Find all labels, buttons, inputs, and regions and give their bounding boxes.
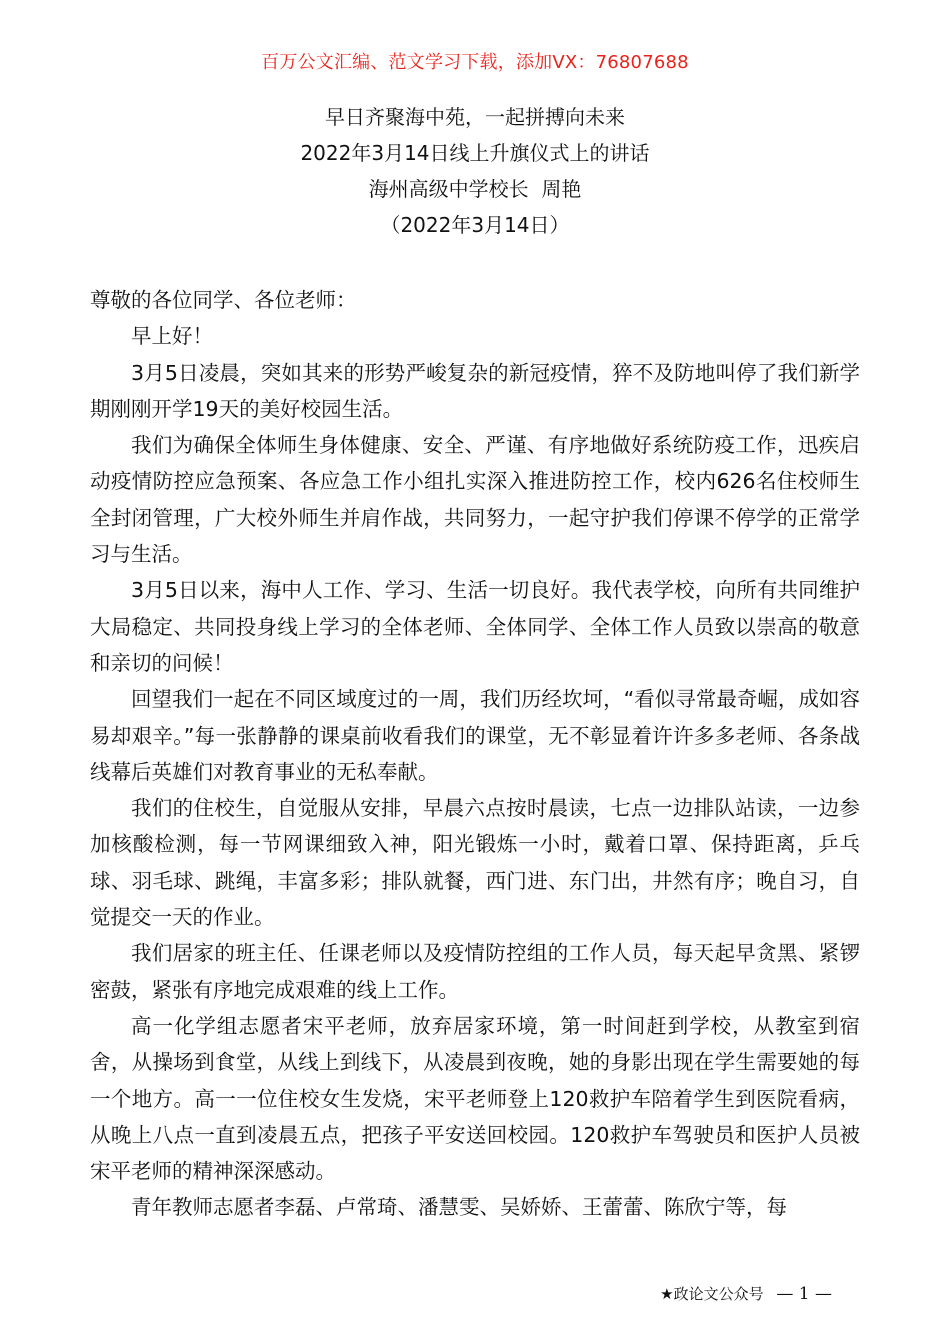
page-footer (660, 1283, 832, 1304)
paragraph: 3月5日以来，海中人工作、学习、生活一切良好。我代表学校，向所有共同维护大局稳定、共同投身线上学习的全体老师、全体同学、全体工作人员致以崇高的敬意和亲切的问候！ (90, 578, 860, 675)
document-heading (0, 99, 950, 243)
paragraph: 我们居家的班主任、任课老师以及疫情防控组的工作人员，每天起早贪黑、紧锣密鼓，紧张有序地完成艰难的线上工作。 (90, 941, 860, 1002)
footer-source: ★政论文公众号 (660, 1285, 764, 1303)
paragraph: 我们的住校生，自觉服从安排，早晨六点按时晨读，七点一边排队站读，一边参加核酸检测，每一节网课细致入神，阳光锻炼一小时，戴着口罩、保持距离，乒乓球、羽毛球、跳绳，丰富多彩；排队就餐，西门进、东门出，井然有序；晚自习，自觉提交一天的作业。 (90, 796, 860, 930)
salutation: 尊敬的各位同学、各位老师： (90, 288, 357, 312)
paragraph: 3月5日凌晨，突如其来的形势严峻复杂的新冠疫情，猝不及防地叫停了我们新学期刚刚开学19天的美好校园生活。 (90, 360, 860, 421)
document-author: 海州高级中学校长 周艳 (368, 177, 582, 201)
paragraph: 回望我们一起在不同区域度过的一周，我们历经坎坷，“看似寻常最奇崛，成如容易却艰辛。”每一张静静的课桌前收看我们的课堂，无不彰显着许许多多老师、各条战线幕后英雄们对教育事业的无私奉献。 (90, 687, 860, 784)
document-subtitle: 2022年3月14日线上升旗仪式上的讲话 (300, 141, 650, 165)
paragraph: 青年教师志愿者李磊、卢常琦、潘慧雯、吴娇娇、王蕾蕾、陈欣宁等，每 (131, 1195, 787, 1220)
promo-banner: 百万公文汇编、范文学习下载，添加VX：76807688 (261, 52, 689, 73)
paragraph: 早上好！ (131, 324, 213, 349)
document-title: 早日齐聚海中苑，一起拼搏向未来 (325, 105, 625, 129)
page-number: — 1 — (776, 1284, 832, 1304)
paragraph: 我们为确保全体师生身体健康、安全、严谨、有序地做好系统防疫工作，迅疾启动疫情防控应急预案、各应急工作小组扎实深入推进防控工作，校内626名住校师生全封闭管理，广大校外师生并肩作战，共同努力，一起守护我们停课不停学的正常学习与生活。 (90, 433, 860, 567)
document-date: （2022年3月14日） (380, 213, 570, 237)
speech-body (90, 282, 860, 1226)
paragraph: 高一化学组志愿者宋平老师，放弃居家环境，第一时间赶到学校，从教室到宿舍，从操场到食堂，从线上到线下，从凌晨到夜晚，她的身影出现在学生需要她的每一个地方。高一一位住校女生发烧，宋平老师登上120救护车陪着学生到医院看病，从晚上八点一直到凌晨五点，把孩子平安送回校园。120救护车驾驶员和医护人员被宋平老师的精神深深感动。 (90, 1013, 860, 1184)
